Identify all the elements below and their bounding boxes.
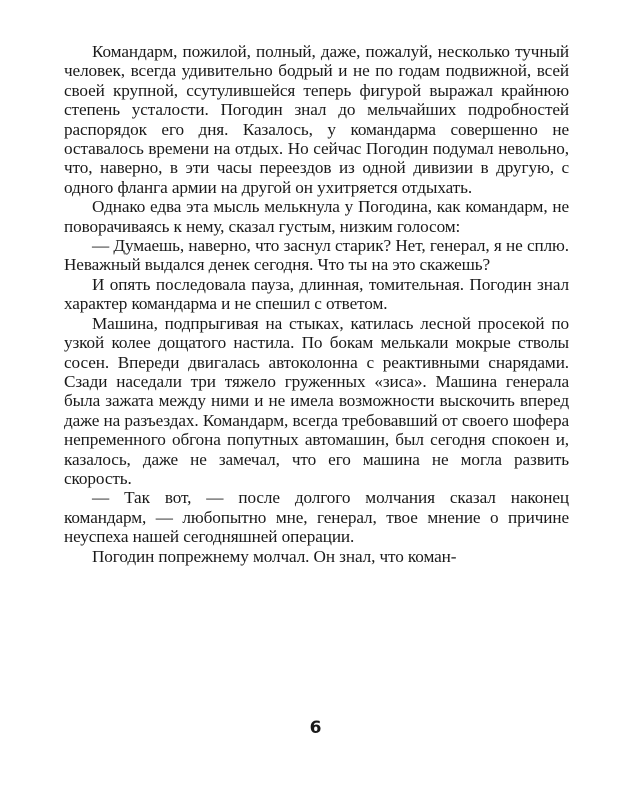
paragraph-6: — Так вот, — после долгого молчания сказал наконец командарм, — любопытно мне, генерал, твое мнение о причине неуспеха нашей сегодняшней операции. bbox=[64, 488, 569, 547]
page-number: 6 bbox=[309, 718, 322, 738]
paragraph-3: — Думаешь, наверно, что заснул старик? Нет, генерал, я не сплю. Неважный выдался денек сегодня. Что ты на это скажешь? bbox=[64, 236, 569, 275]
paragraph-1: Командарм, пожилой, полный, даже, пожалуй, несколько тучный человек, всегда удивительно бодрый и не по годам подвижной, всей своей крупной, ссутулившейся теперь фигурой выражал крайнюю степень усталости. Погодин знал до мельчайших подробностей распорядок его дня. Казалось, у командарма совершенно не оставалось времени на отдых. Но сейчас Погодин подумал невольно, что, наверно, в эти часы переездов из одной дивизии в другую, с одного фланга армии на другой он ухитряется отдыхать. bbox=[64, 42, 569, 197]
paragraph-5: Машина, подпрыгивая на стыках, катилась лесной просекой по узкой колее дощатого настила. По бокам мелькали мокрые стволы сосен. Впереди двигалась автоколонна с реактивными снарядами. Сзади наседали три тяжело груженных «зиса». Машина генерала была зажата между ними и не имела возможности выскочить вперед даже на разъездах. Командарм, всегда требовавший от своего шофера непременного обгона попутных автомашин, был сегодня спокоен и, казалось, даже не замечал, что его машина не могла развить скорость. bbox=[64, 313, 569, 488]
paragraph-7: Погодин попрежнему молчал. Он знал, что коман- bbox=[92, 546, 457, 566]
paragraph-4: И опять последовала пауза, длинная, томительная. Погодин знал характер командарма и не спешил с ответом. bbox=[64, 274, 569, 314]
paragraph-2: Однако едва эта мысль мелькнула у Погодина, как командарм, не поворачиваясь к нему, сказал густым, низким голосом: bbox=[64, 197, 569, 236]
page-body bbox=[64, 42, 569, 566]
